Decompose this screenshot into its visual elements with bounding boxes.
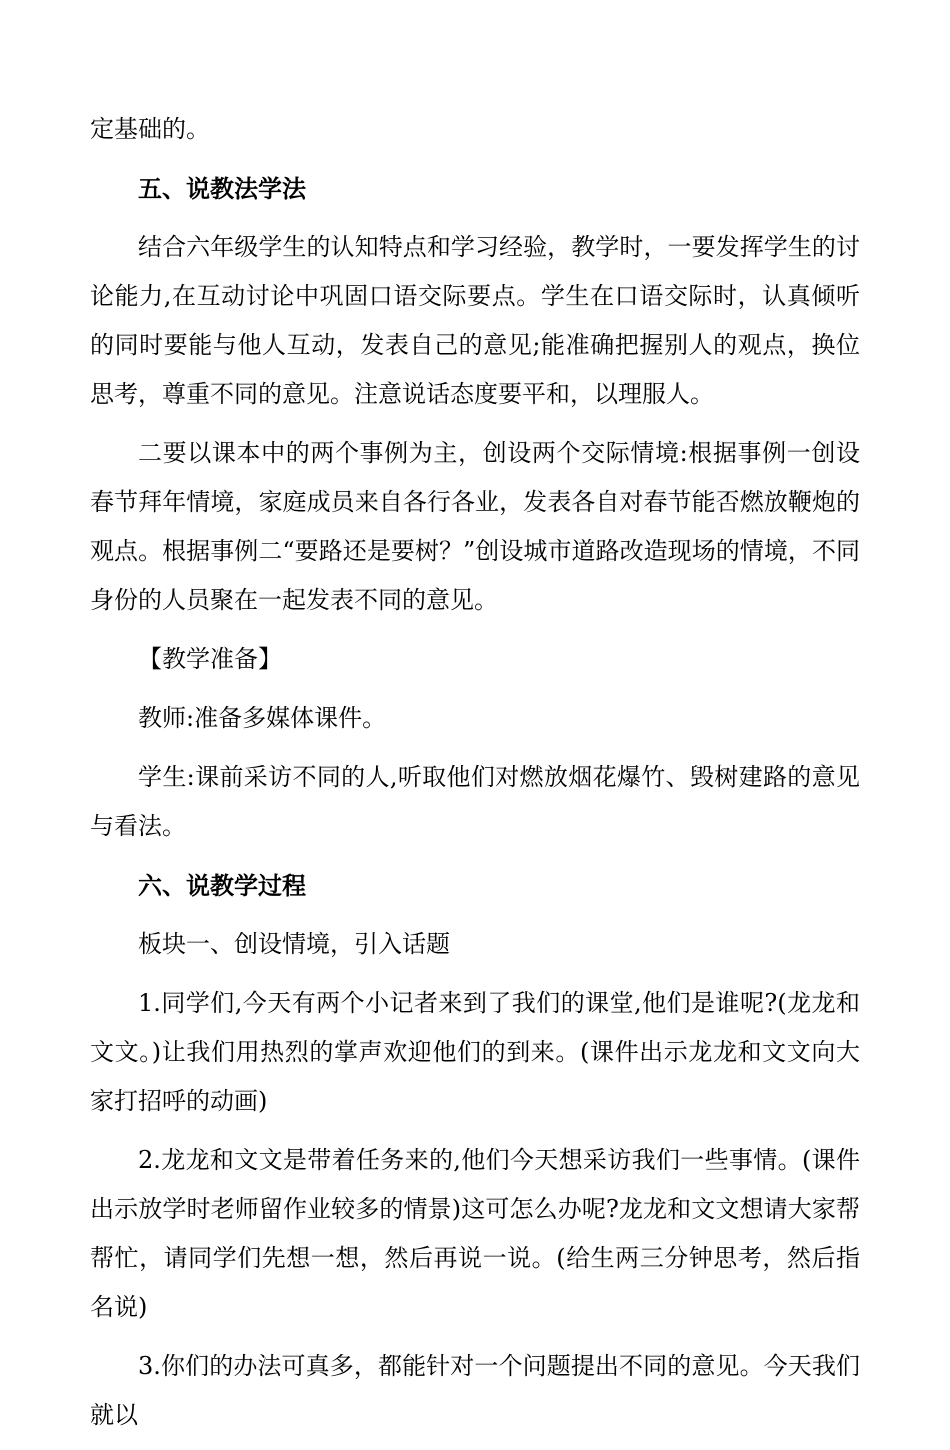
- preparation-teacher: 教师:准备多媒体课件。: [138, 704, 387, 732]
- step-one: 1.同学们,今天有两个小记者来到了我们的课堂,他们是谁呢?(龙龙和文文。)让我们用热烈的掌声欢迎他们的到来。(课件出示龙龙和文文向大家打招呼的动画): [90, 989, 860, 1115]
- step-two: 2.龙龙和文文是带着任务来的,他们今天想采访我们一些事情。(课件出示放学时老师留作业较多的情景)这可怎么办呢?龙龙和文文想请大家帮帮忙，请同学们先想一想，然后再说一说。(给生两三分钟思考，然后指名说): [90, 1146, 860, 1321]
- preparation-student: 学生:课前采访不同的人,听取他们对燃放烟花爆竹、毁树建路的意见与看法。: [90, 763, 860, 840]
- section-heading-process: 六、说教学过程: [138, 871, 306, 900]
- paragraph-methods-two: 二要以课本中的两个事例为主，创设两个交际情境:根据事例一创设春节拜年情境，家庭成员来自各行各业，发表各自对春节能否燃放鞭炮的观点。根据事例二“要路还是要树？”创设城市道路改造现场的情境，不同身份的人员聚在一起发表不同的意见。: [90, 439, 860, 614]
- section-heading-methods: 五、说教法学法: [138, 174, 306, 203]
- block-one-title: 板块一、创设情境，引入话题: [138, 930, 450, 958]
- paragraph-methods-one: 结合六年级学生的认知特点和学习经验，教学时，一要发挥学生的讨论能力,在互动讨论中巩固口语交际要点。学生在口语交际时，认真倾听的同时要能与他人互动，发表自己的意见;能准确把握别人的观点，换位思考，尊重不同的意见。注意说话态度要平和，以理服人。: [90, 233, 860, 408]
- preparation-title: 【教学准备】: [138, 645, 282, 673]
- step-three: 3.你们的办法可真多，都能针对一个问题提出不同的意见。今天我们就以: [90, 1352, 860, 1429]
- document-body: [90, 105, 860, 1450]
- paragraph-continuation: 定基础的。: [90, 115, 210, 143]
